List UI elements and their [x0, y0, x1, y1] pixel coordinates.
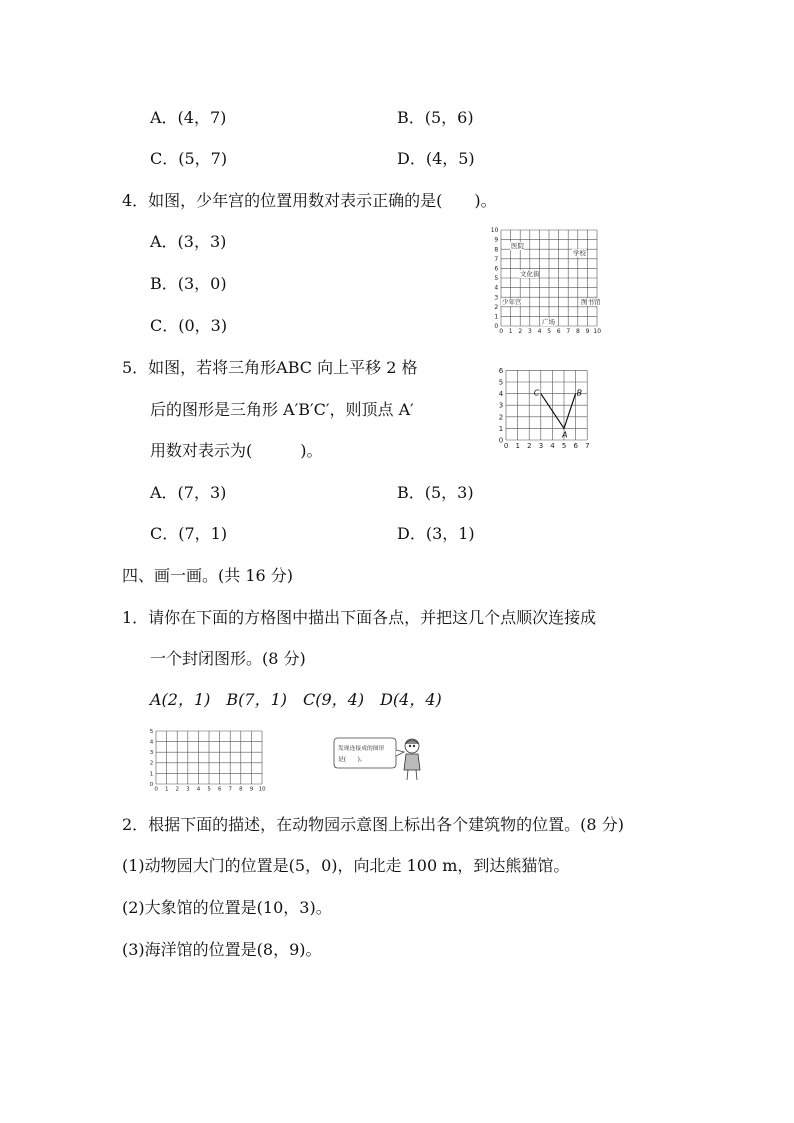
s4-grid-x-tick-label: 9: [249, 786, 254, 793]
q4-grid-y-tick-label: 3: [494, 294, 499, 302]
map-label-library: 图书馆: [581, 298, 601, 306]
q5-grid-x-tick-label: 5: [561, 442, 567, 450]
q5-grid-y-tick-label: 5: [498, 378, 504, 387]
s4-grid-x-tick-label: 1: [164, 786, 169, 793]
s4-grid-y-tick-label: 1: [149, 771, 154, 778]
s4-grid-y-tick-label: 5: [149, 728, 154, 735]
point-label-b: B: [576, 388, 583, 398]
q4-grid-y-tick-label: 0: [494, 323, 499, 331]
s4-q2-line: 2．根据下面的描述，在动物园示意图上标出各个建筑物的位置。(8 分): [122, 815, 624, 834]
q5-grid-y-tick-label: 2: [498, 413, 504, 422]
q4-grid-y-tick-label: 7: [494, 255, 499, 263]
q3-option-d: D．(4，5): [397, 149, 475, 168]
q4-grid-y-tick-label: 6: [494, 265, 499, 273]
q5-grid-x-tick-label: 0: [503, 442, 509, 450]
s4-q2-item-3: (3)海洋馆的位置是(8，9)。: [122, 940, 322, 959]
section4-title: 四、画一画。(共 16 分): [122, 566, 294, 585]
point-label-c: C: [533, 388, 540, 398]
q4-option-a: A．(3，3): [150, 232, 227, 251]
s4-grid-y-tick-label: 3: [149, 750, 154, 757]
q5-grid-y-tick-label: 3: [498, 401, 504, 410]
q5-grid-y-tick-label: 1: [498, 424, 504, 433]
map-label-culture-street: 文化街: [520, 270, 540, 278]
q4-grid-y-tick-label: 4: [494, 284, 499, 292]
q5-grid-x-tick-label: 3: [538, 442, 544, 450]
q4-grid-y-tick-label: 9: [494, 236, 499, 244]
q5-grid-y-tick-label: 6: [498, 366, 504, 375]
q4-grid-x-tick-label: 5: [547, 328, 552, 335]
q4-grid-x-tick-label: 0: [499, 328, 504, 335]
s4-grid-y-tick-label: 2: [149, 760, 154, 767]
s4-grid-x-tick-label: 0: [154, 786, 158, 793]
hint-speech-bubble: [330, 736, 426, 782]
s4-grid-x-tick-label: 10: [258, 786, 266, 793]
q5-grid-x-tick-label: 1: [515, 442, 520, 450]
q4-grid-y-tick-label: 10: [490, 227, 499, 235]
bubble-text-line1: 发现连接成的图形: [338, 746, 385, 752]
triangle-abc: [541, 394, 576, 429]
s4-grid-x-tick-label: 3: [186, 786, 190, 793]
q5-triangle-grid-figure: [488, 362, 592, 454]
q4-grid-x-tick-label: 10: [593, 328, 602, 335]
map-label-hospital: 医院: [511, 242, 524, 250]
point-label-a: A: [562, 430, 568, 440]
q4-grid-x-tick-label: 6: [556, 328, 561, 335]
q5-option-d: D．(3，1): [397, 524, 475, 543]
q3-option-a: A．(4，7): [150, 108, 227, 127]
q4-option-c: C．(0，3): [150, 316, 228, 335]
q4-grid-x-tick-label: 1: [508, 328, 513, 335]
s4-q1-line1: 1．请你在下面的方格图中描出下面各点，并把这几个点顺次连接成: [122, 608, 597, 627]
q4-grid-x-tick-label: 3: [528, 328, 532, 335]
s4-q1-line2: 一个封闭图形。(8 分): [150, 649, 306, 668]
q4-grid-x-tick-label: 9: [585, 328, 590, 335]
s4-grid-y-tick-label: 4: [149, 739, 154, 746]
s4-grid-x-tick-label: 6: [217, 786, 222, 793]
s4-q1-drawing-grid[interactable]: [146, 728, 270, 796]
s4-grid-x-tick-label: 8: [239, 786, 243, 793]
q4-map-grid-figure: [486, 222, 612, 338]
q4-grid-y-tick-label: 8: [494, 246, 499, 254]
q4-grid-x-tick-label: 2: [518, 328, 523, 335]
map-label-youth-palace: 少年宫: [502, 298, 522, 306]
q3-option-b: B．(5，6): [397, 108, 474, 127]
q5-stem-line2: 后的图形是三角形 A′B′C′，则顶点 A′: [150, 400, 414, 419]
q5-grid-y-tick-label: 4: [498, 390, 504, 399]
q5-option-a: A．(7，3): [150, 483, 227, 502]
q5-grid-x-tick-label: 6: [573, 442, 578, 450]
s4-grid-x-tick-label: 5: [207, 786, 211, 793]
q4-option-b: B．(3，0): [150, 274, 227, 293]
cartoon-kid-icon: [404, 739, 420, 780]
s4-q2-item-1: (1)动物园大门的位置是(5，0)，向北走 100 m，到达熊猫馆。: [122, 856, 570, 875]
q5-grid-x-tick-label: 7: [585, 442, 590, 450]
q4-grid-x-tick-label: 8: [576, 328, 580, 335]
q5-grid-x-tick-label: 2: [527, 442, 532, 450]
q5-option-b: B．(5，3): [397, 483, 474, 502]
s4-grid-x-tick-label: 4: [196, 786, 201, 793]
s4-q1-points: A(2，1) B(7，1) C(9，4) D(4，4): [150, 690, 442, 709]
q4-grid-y-tick-label: 2: [494, 303, 499, 311]
map-label-square: 广场: [542, 318, 555, 326]
q4-grid-x-tick-label: 7: [566, 328, 571, 335]
q3-option-c: C．(5，7): [150, 149, 228, 168]
q4-grid-y-tick-label: 5: [494, 275, 499, 283]
q5-stem-line1: 5．如图，若将三角形ABC 向上平移 2 格: [122, 358, 418, 377]
s4-grid-x-tick-label: 2: [175, 786, 180, 793]
q5-grid-x-tick-label: 4: [550, 442, 555, 450]
q5-grid-y-tick-label: 0: [498, 436, 504, 445]
q4-stem: 4．如图，少年宫的位置用数对表示正确的是( )。: [122, 191, 497, 210]
s4-q2-item-2: (2)大象馆的位置是(10，3)。: [122, 898, 332, 917]
q4-grid-x-tick-label: 4: [537, 328, 542, 335]
q5-option-c: C．(7，1): [150, 524, 228, 543]
bubble-text-line2: 是( )。: [338, 757, 366, 763]
map-label-school: 学校: [573, 249, 586, 257]
s4-grid-x-tick-label: 7: [228, 786, 233, 793]
q5-stem-line3: 用数对表示为( )。: [150, 441, 323, 460]
q4-grid-y-tick-label: 1: [494, 313, 499, 321]
s4-grid-y-tick-label: 0: [149, 781, 154, 788]
